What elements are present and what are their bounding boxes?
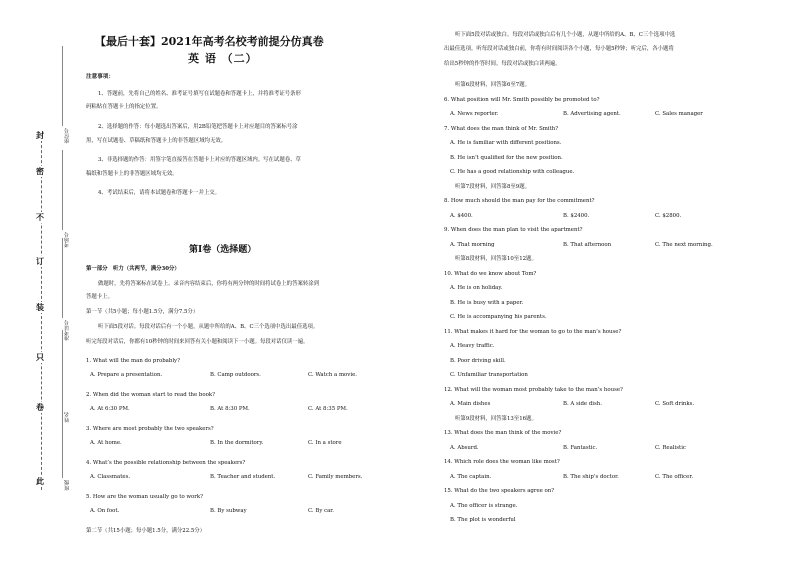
subject-title: 英 语 （二） [188,52,258,65]
section-title: 第Ⅰ卷（选择题） [189,245,257,255]
binding-char: 密 [36,166,44,176]
binding-field-blank[interactable] [62,46,70,126]
answer-option: C. At 8:35 PM. [308,406,348,412]
question-text: 14. Which role does the woman like most? [444,459,560,465]
answer-option: A. $400. [450,212,473,219]
answer-option: B. The plot is wonderful [450,517,516,523]
answer-option: A. Absurd. [450,444,479,451]
answer-option: C. Realistic [655,444,686,451]
answer-option: B. He is busy with a paper. [450,299,524,306]
answer-option: B. In the dormitory. [210,440,264,446]
answer-option: B. At 8:30 PM. [210,406,250,412]
answer-option: A. Heavy traffic. [450,343,495,349]
question-text: 9. When does the man plan to visit the apartment? [444,227,583,233]
answer-option: C. Soft drinks. [655,401,695,407]
answer-option: B. He isn’t qualified for the new position. [450,154,563,161]
answer-option: A. The officer is strange. [450,502,518,509]
answer-option: A. The captain. [450,473,492,480]
question-text: 10. What do we know about Tom? [444,270,537,277]
question-text: 1. What will the man do probably? [86,358,180,364]
answer-option: C. Sales manager [655,111,703,117]
page-title: 【最后十套】2021年高考名校考前提分仿真卷 [95,35,324,48]
binding-field-label: 座位号 [64,128,70,144]
material-heading: 听第8段材料，回答第10至12题。 [455,256,537,262]
answer-option: A. At 6:30 PM. [90,406,130,412]
answer-option: C. $2800. [655,212,682,219]
question-text: 15. What do the two speakers agree on? [444,488,555,494]
notes-item: 2、选择题的作答：每小题选出答案后，用2B铅笔把答题卡上对应题目的答案标号涂 [98,124,298,130]
question-text: 8. How much should the man pay for the commitment? [444,198,595,204]
right-intro-line: 听下面5段对话或独白。每段对话或独白后有几个小题，从题中所给的A、B、C三个选项中选 [455,32,676,38]
binding-char: 只 [36,352,44,362]
answer-option: A. On foot. [90,508,120,514]
question-text: 11. What makes it hard for the woman to go to the man’s house? [444,328,622,335]
answer-option: B. Camp outdoors. [210,372,261,378]
answer-option: C. Unfamiliar transportation [450,372,528,378]
answer-option: C. By car. [308,508,335,514]
material-heading: 听第6段材料，回答第6至7题。 [455,82,530,88]
binding-field-blank[interactable] [62,150,70,230]
question-text: 4. What’s the possible relationship between the speakers? [86,460,246,466]
binding-field-blank[interactable] [62,330,70,410]
sec1-intro-1: 听下面5段对话。每段对话后有一个小题，从题中所给的A、B、C三个选项中选出最佳选项。 [98,324,319,330]
question-text: 3. Where are most probably the two speakers? [86,426,214,432]
binding-field-blank[interactable] [62,238,70,318]
question-text: 6. What position will Mr. Smith possibly be promoted to? [444,96,600,103]
notes-item: 黑，写在试题卷、草稿纸和答题卡上的非答题区域均无效。 [86,138,227,144]
answer-option: B. A side dish. [563,401,602,407]
notes-item: 1、答题前，先将自己的姓名、准考证号填写在试题卷和答题卡上，并将准考证号条形 [98,91,301,97]
answer-option: B. The ship’s doctor. [563,473,619,480]
material-heading: 听第7段材料，回答第8至9题。 [455,183,530,190]
notes-heading: 注意事项： [86,74,114,80]
material-heading: 听第9段材料，回答第13至16题。 [455,415,537,422]
answer-option: A. He is familiar with different positions. [450,140,562,146]
part1-intro-2: 答题卡上。 [86,294,113,300]
right-intro-line: 出最佳选项。听每段对话或独白前，你将有时间阅读各个小题，每小题5秒钟；听完后，各小题将 [444,46,674,52]
binding-char: 装 [36,302,44,312]
answer-option: A. News reporter. [450,111,499,117]
answer-option: A. He is on holiday. [450,285,503,291]
question-text: 12. What will the woman most probably take to the man’s house? [444,386,623,393]
answer-option: B. Advertising agent. [563,111,621,117]
answer-option: A. Prepare a presentation. [90,372,163,378]
notes-item: 稿纸和答题卡上的非答题区域均无效。 [86,171,178,177]
binding-char: 不 [36,212,44,222]
answer-option: B. That afternoon [563,241,612,248]
answer-option: B. Fantastic. [563,444,598,451]
binding-char: 封 [36,130,44,140]
answer-option: B. $2400. [563,212,590,219]
answer-option: A. Classmates. [90,474,131,480]
notes-item: 4、考试结束后，请将本试题卷和答题卡一并上交。 [98,190,221,196]
binding-field-label: 班级 [64,480,70,491]
answer-option: A. That morning [450,241,495,248]
binding-field-label: 姓名 [64,412,70,423]
binding-char: 此 [36,476,44,486]
answer-option: C. Watch a movie. [308,372,357,378]
question-text: 7. What does the man think of Mr. Smith? [444,125,559,132]
binding-field-label: 考场号 [64,232,70,248]
part1-intro-1: 做题时，先将答案标在试卷上。录音内容结束后，你将有两分钟的时间将试卷上的答案转涂到 [98,281,320,287]
notes-item: 码粘贴在答题卡上的指定位置。 [86,104,162,110]
answer-option: C. He is accompanying his parents. [450,314,547,320]
answer-option: C. Family members. [308,474,363,480]
answer-option: C. In a store [308,440,342,446]
answer-option: B. Teacher and student. [210,474,276,480]
answer-option: C. The next morning. [655,241,713,248]
question-text: 5. How are the woman usually go to work? [86,494,203,500]
answer-option: A. Main dishes [450,401,491,407]
answer-option: A. At home. [90,440,122,446]
sec2-heading: 第二节（共15小题；每小题1.5分，满分22.5分） [86,528,206,534]
binding-field-blank[interactable] [62,398,70,478]
notes-item: 3、非选择题的作答：用签字笔直接答在答题卡上对应的答题区域内。写在试题卷、草 [98,157,301,163]
binding-field-label: 准考证号 [64,320,70,341]
sec1-intro-2: 听完每段对话后，你都有10秒钟的时间来回答有关小题和阅读下一小题。每段对话仅读一遍。 [86,339,309,345]
sec1-heading: 第一节（共5小题；每小题1.5分，满分7.5分） [86,309,199,315]
binding-char: 卷 [36,402,44,412]
answer-option: B. By subway [210,508,247,514]
answer-option: C. The officer. [655,473,694,480]
binding-char: 订 [36,256,44,266]
question-text: 13. What does the man think of the movie? [444,430,562,436]
question-text: 2. When did the woman start to read the book? [86,392,216,398]
answer-option: B. Poor driving skill. [450,357,506,364]
part1-heading: 第一部分 听力（共两节，满分30分） [86,266,180,272]
right-intro-line: 给出5秒钟的作答时间。每段对话或独白读两遍。 [444,61,561,67]
answer-option: C. He has a good relationship with colleague. [450,169,575,175]
